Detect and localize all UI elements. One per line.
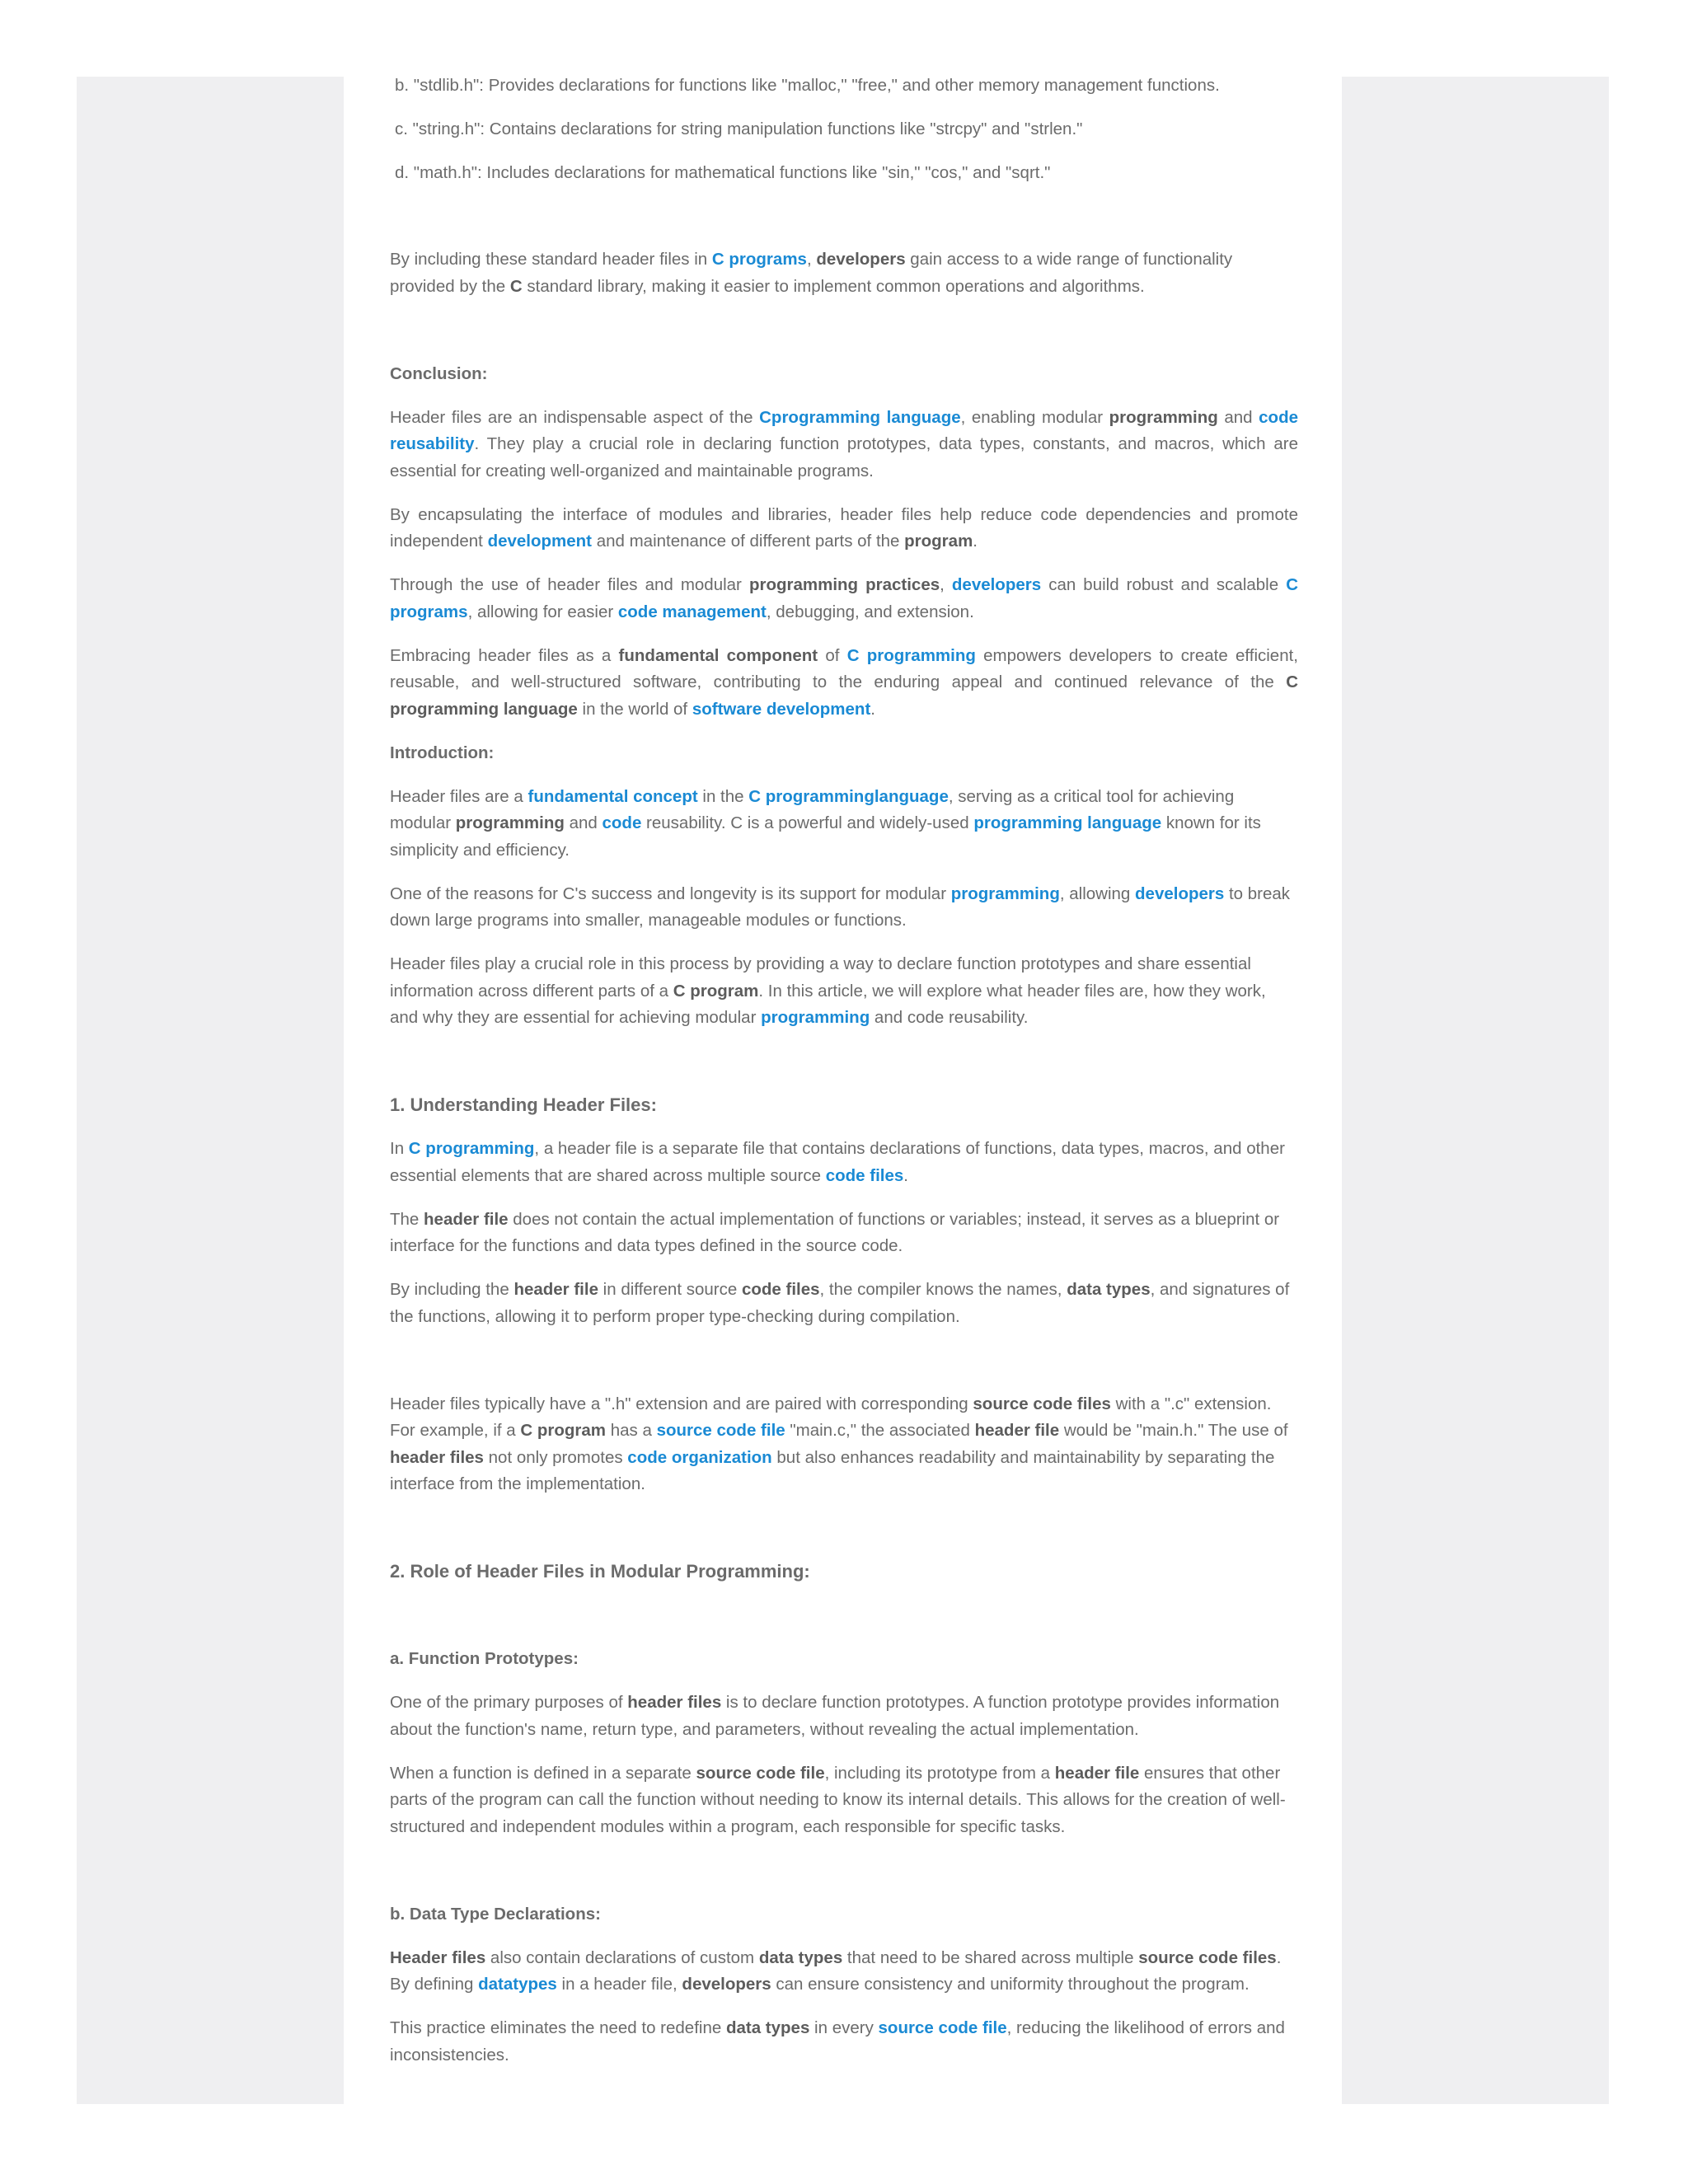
paragraph-standard-headers: By including these standard header files in C programs, developers gain access to a wide range of functionality provided by the C standard library, making it easier to implement common operations and algorithms. — [390, 250, 1233, 296]
link-code-organization[interactable]: code organization — [627, 1447, 772, 1467]
paragraph-intro-1: Header files are a fundamental concept in the C programminglanguage, serving as a critical tool for achieving modular programming and code reusability. C is a powerful and widely-used programming language known for its simplicity and efficiency. — [390, 786, 1261, 860]
link-software-development[interactable]: software development — [692, 699, 871, 719]
link-cprogramming-language[interactable]: Cprogramming language — [759, 407, 961, 427]
link-c-programs[interactable]: C programs — [711, 250, 807, 269]
link-programming-2[interactable]: programming — [761, 1008, 870, 1027]
right-gutter — [1342, 77, 1609, 2104]
link-datatypes[interactable]: datatypes — [478, 1975, 557, 1994]
heading-introduction: Introduction: — [390, 743, 495, 762]
paragraph-understanding-1: In C programming, a header file is a separate file that contains declarations of functions, data types, macros, and other essential elements that are shared across multiple source code files. — [390, 1139, 1285, 1185]
paragraph-intro-2: One of the reasons for C's success and longevity is its support for modular programming, allowing developers to break down large programs into smaller, manageable modules or functions. — [390, 883, 1291, 930]
left-gutter — [77, 77, 344, 2104]
heading-conclusion: Conclusion: — [390, 363, 488, 383]
paragraph-datatypes-1: Header files also contain declarations of custom data types that need to be shared across multiple source code files. By defining datatypes in a header file, developers can ensure consistency and uniformity throughout the program. — [390, 1947, 1282, 1994]
link-code-files[interactable]: code files — [825, 1165, 904, 1185]
link-c-programminglanguage[interactable]: C programminglanguage — [748, 786, 949, 806]
link-c-programming[interactable]: C programming — [846, 645, 976, 665]
paragraph-prototypes-2: When a function is defined in a separate source code file, including its prototype from a header file ensures that other parts of the program can call the function without needing to know its internal details. This allows for the creation of well-structured and independent modules within a program, each responsible for specific tasks. — [390, 1763, 1286, 1836]
list-item-math: d. "math.h": Includes declarations for mathematical functions like "sin," "cos," and "sqrt." — [395, 163, 1051, 182]
link-developers-2[interactable]: developers — [1135, 883, 1225, 903]
link-fundamental-concept[interactable]: fundamental concept — [528, 786, 698, 806]
article-body — [390, 73, 1298, 2086]
link-c-programs-2[interactable]: C programs — [390, 575, 1298, 621]
link-code-management[interactable]: code management — [617, 602, 767, 621]
link-code-reusability[interactable]: code reusability — [390, 407, 1298, 453]
list-item-string: c. "string.h": Contains declarations for string manipulation functions like "strcpy" and "strlen." — [395, 120, 1083, 138]
paragraph-understanding-3: By including the header file in different source code files, the compiler knows the names, data types, and signatures of the functions, allowing it to perform proper type-checking during compilation. — [390, 1280, 1290, 1326]
heading-data-type-declarations: b. Data Type Declarations: — [390, 1904, 601, 1924]
link-c-programming-2[interactable]: C programming — [408, 1139, 535, 1158]
link-source-code-file-2[interactable]: source code file — [878, 2018, 1007, 2037]
paragraph-understanding-4: Header files typically have a ".h" extension and are paired with corresponding source code files with a ".c" extension. For example, if a C program has a source code file "main.c," the associated header file would be "main.h." The use of header files not only promotes code organization but also enhances readability and maintainability by separating the interface from the implementation. — [390, 1394, 1288, 1493]
paragraph-understanding-2: The header file does not contain the actual implementation of functions or variables; instead, it serves as a blueprint or interface for the functions and data types defined in the source code. — [390, 1209, 1280, 1255]
paragraph-intro-3: Header files play a crucial role in this process by providing a way to declare function prototypes and share essential information across different parts of a C program. In this article, we will explore what header files are, how they work, and why they are essential for achieving modular programming and code reusability. — [390, 954, 1266, 1027]
heading-understanding-header-files: 1. Understanding Header Files: — [390, 1094, 657, 1115]
heading-function-prototypes: a. Function Prototypes: — [390, 1649, 579, 1668]
link-source-code-file[interactable]: source code file — [656, 1421, 785, 1440]
paragraph-conclusion-1: Header files are an indispensable aspect of the Cprogramming language, enabling modular programming and code reusability. They play a crucial role in declaring function prototypes, data types, constants, and macros, which are essential for creating well-organized and maintainable programs. — [390, 407, 1298, 480]
paragraph-conclusion-2: By encapsulating the interface of modules and libraries, header files help reduce code dependencies and promote independent development and maintenance of different parts of the program. — [390, 504, 1298, 551]
link-development[interactable]: development — [487, 532, 593, 551]
list-item-stdlib: b. "stdlib.h": Provides declarations for functions like "malloc," "free," and other memory management functions. — [395, 76, 1220, 95]
paragraph-conclusion-4: Embracing header files as a fundamental component of C programming empowers developers to create efficient, reusable, and well-structured software, contributing to the enduring appeal and continued relevance of the C programming language in the world of software development. — [390, 645, 1298, 719]
link-code[interactable]: code — [602, 813, 642, 832]
heading-role-of-header-files: 2. Role of Header Files in Modular Programming: — [390, 1561, 810, 1582]
link-programming[interactable]: programming — [950, 883, 1060, 903]
link-programming-language[interactable]: programming language — [973, 813, 1162, 832]
link-developers[interactable]: developers — [951, 575, 1042, 594]
paragraph-datatypes-2: This practice eliminates the need to redefine data types in every source code file, reducing the likelihood of errors and inconsistencies. — [390, 2018, 1285, 2064]
paragraph-conclusion-3: Through the use of header files and modular programming practices, developers can build robust and scalable C programs, allowing for easier code management, debugging, and extension. — [390, 575, 1298, 621]
paragraph-prototypes-1: One of the primary purposes of header files is to declare function prototypes. A function prototype provides information about the function's name, return type, and parameters, without revealing the actual implementation. — [390, 1693, 1280, 1739]
